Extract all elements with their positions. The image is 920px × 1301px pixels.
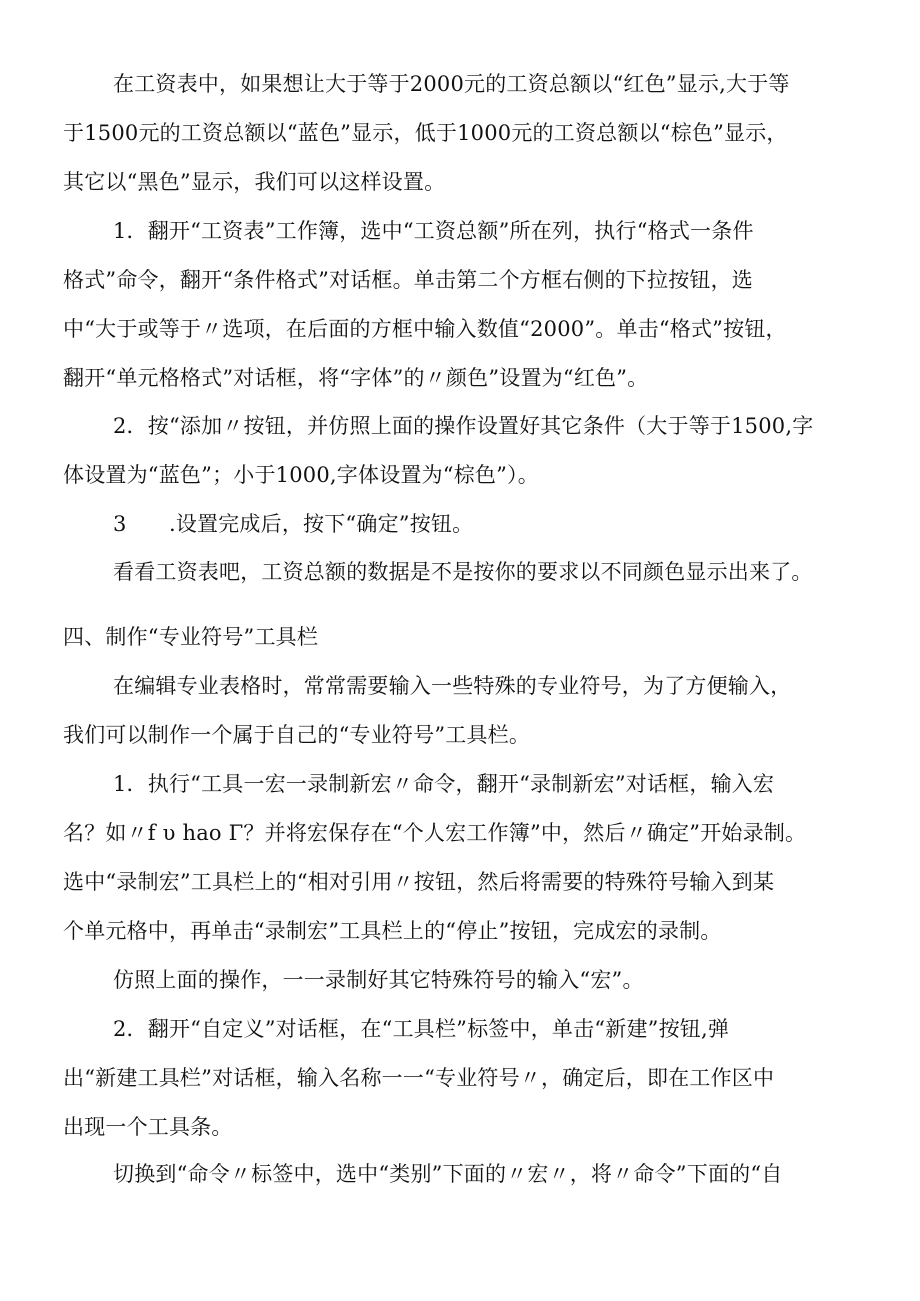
text-line: 其它以“黑色”显示，我们可以这样设置。 bbox=[63, 170, 446, 194]
text-line: 出“新建工具栏”对话框，输入名称一一“专业符号〃，确定后，即在工作区中 bbox=[63, 1066, 775, 1090]
text-line: 3 .设置完成后，按下“确定”按钮。 bbox=[113, 512, 474, 536]
text-line: 我们可以制作一个属于自己的“专业符号”工具栏。 bbox=[63, 723, 531, 747]
text-line: 选中“录制宏”工具栏上的“相对引用〃按钮，然后将需要的特殊符号输入到某 bbox=[63, 870, 775, 894]
text-line: 翻开“单元格格式”对话框，将“字体”的〃颜色”设置为“红色”。 bbox=[63, 366, 649, 390]
text-line: 2．按“添加〃按钮，并仿照上面的操作设置好其它条件（大于等于1500,字 bbox=[113, 414, 814, 438]
text-line: 1．翻开“工资表”工作簿，选中“工资总额”所在列，执行“格式一条件 bbox=[113, 219, 754, 243]
text-line: 个单元格中，再单击“录制宏”工具栏上的“停止”按钮，完成宏的录制。 bbox=[63, 919, 722, 943]
text-line: 在编辑专业表格时，常常需要输入一些特殊的专业符号，为了方便输入， bbox=[113, 674, 792, 698]
text-line: 在工资表中，如果想让大于等于2000元的工资总额以“红色”显示,大于等 bbox=[113, 72, 790, 96]
text-line: 2．翻开“自定义”对话框，在“工具栏”标签中，单击“新建”按钮,弹 bbox=[113, 1017, 730, 1041]
text-line: 中“大于或等于〃选项，在后面的方框中输入数值“2000”。单击“格式”按钮， bbox=[63, 317, 787, 341]
text-line: 格式”命令，翻开“条件格式”对话框。单击第二个方框右侧的下拉按钮，选 bbox=[63, 268, 754, 292]
section-heading: 四、制作“专业符号”工具栏 bbox=[63, 625, 319, 649]
text-line: 1．执行“工具一宏一录制新宏〃命令，翻开“录制新宏”对话框，输入宏 bbox=[113, 772, 775, 796]
text-line: 切换到“命令〃标签中，选中“类别”下面的〃宏〃，将〃命令”下面的“自 bbox=[113, 1162, 783, 1186]
text-line: 于1500元的工资总额以“蓝色”显示，低于1000元的工资总额以“棕色”显示， bbox=[63, 121, 788, 145]
text-line: 仿照上面的操作，一一录制好其它特殊符号的输入“宏”。 bbox=[113, 968, 644, 992]
text-line: 名？如〃f υ hao Γ？并将宏保存在“个人宏工作簿”中，然后〃确定”开始录制。 bbox=[63, 821, 807, 845]
text-line: 看看工资表吧，工资总额的数据是不是按你的要求以不同颜色显示出来了。 bbox=[113, 560, 813, 584]
text-line: 体设置为“蓝色”；小于1000,字体设置为“棕色”）。 bbox=[63, 463, 539, 487]
text-line: 出现一个工具条。 bbox=[63, 1115, 233, 1139]
